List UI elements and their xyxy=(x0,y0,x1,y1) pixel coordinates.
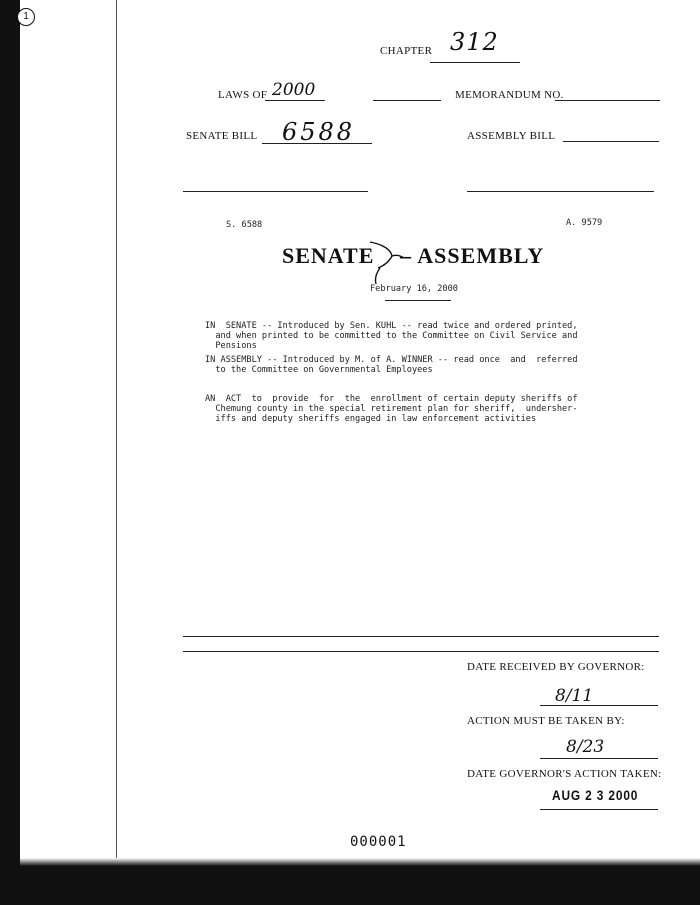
assembly-bill-line xyxy=(563,141,659,142)
chapter-value: 312 xyxy=(450,28,499,56)
header-line-left xyxy=(183,191,368,192)
bill-title-assembly-text: ASSEMBLY xyxy=(417,243,545,268)
memorandum-label: MEMORANDUM NO. xyxy=(455,89,564,101)
action-taken-stamp: AUG 2 3 2000 xyxy=(552,787,639,803)
date-received-value: 8/11 xyxy=(555,686,594,706)
date-received-label: DATE RECEIVED BY GOVERNOR: xyxy=(467,661,645,673)
page-marker: 1 xyxy=(17,8,35,26)
scan-bottom-band xyxy=(0,865,700,905)
title-dash: – xyxy=(400,243,418,268)
bill-title-senate: SENATE xyxy=(282,243,375,268)
action-taken-label: DATE GOVERNOR'S ACTION TAKEN: xyxy=(467,768,662,780)
scan-bottom-edge xyxy=(20,858,700,866)
chapter-label: CHAPTER xyxy=(380,45,433,57)
page-number: 000001 xyxy=(350,834,407,850)
blank-line-1 xyxy=(373,100,441,101)
senate-intro: IN SENATE -- Introduced by Sen. KUHL -- read twice and ordered printed, and when printed to be committed to the Committee on Civil Service and Pensions xyxy=(205,321,578,351)
assembly-bill-label: ASSEMBLY BILL xyxy=(467,130,556,142)
chapter-line xyxy=(430,62,520,63)
action-taken-line xyxy=(540,809,658,810)
date-received-line xyxy=(540,705,658,706)
action-by-line xyxy=(540,758,658,759)
senate-bill-label: SENATE BILL xyxy=(186,130,258,142)
bill-date: February 16, 2000 xyxy=(370,284,458,294)
action-by-value: 8/23 xyxy=(566,737,605,757)
vertical-rule xyxy=(116,0,117,860)
scan-left-border xyxy=(0,0,20,905)
assembly-number: A. 9579 xyxy=(566,218,603,228)
memorandum-line xyxy=(555,100,660,101)
senate-bill-line xyxy=(262,143,372,144)
act-text: AN ACT to provide for the enrollment of certain deputy sheriffs of Chemung county in the special retirement plan for sheriff, undersher- iffs and deputy sheriffs engaged in law enforcement activities xyxy=(205,394,578,424)
date-underline xyxy=(385,300,451,301)
footer-line-2 xyxy=(183,651,659,652)
action-by-label: ACTION MUST BE TAKEN BY: xyxy=(467,715,625,727)
laws-of-value: 2000 xyxy=(272,80,316,100)
senate-bill-value: 6588 xyxy=(282,118,356,146)
laws-of-line xyxy=(265,100,325,101)
laws-of-label: LAWS OF xyxy=(218,89,268,101)
bill-title-assembly xyxy=(400,243,544,269)
footer-line-1 xyxy=(183,636,659,637)
assembly-intro: IN ASSEMBLY -- Introduced by M. of A. WINNER -- read once and referred to the Committee on Governmental Employees xyxy=(205,355,578,375)
header-line-right xyxy=(467,191,654,192)
senate-number: S. 6588 xyxy=(226,220,263,230)
